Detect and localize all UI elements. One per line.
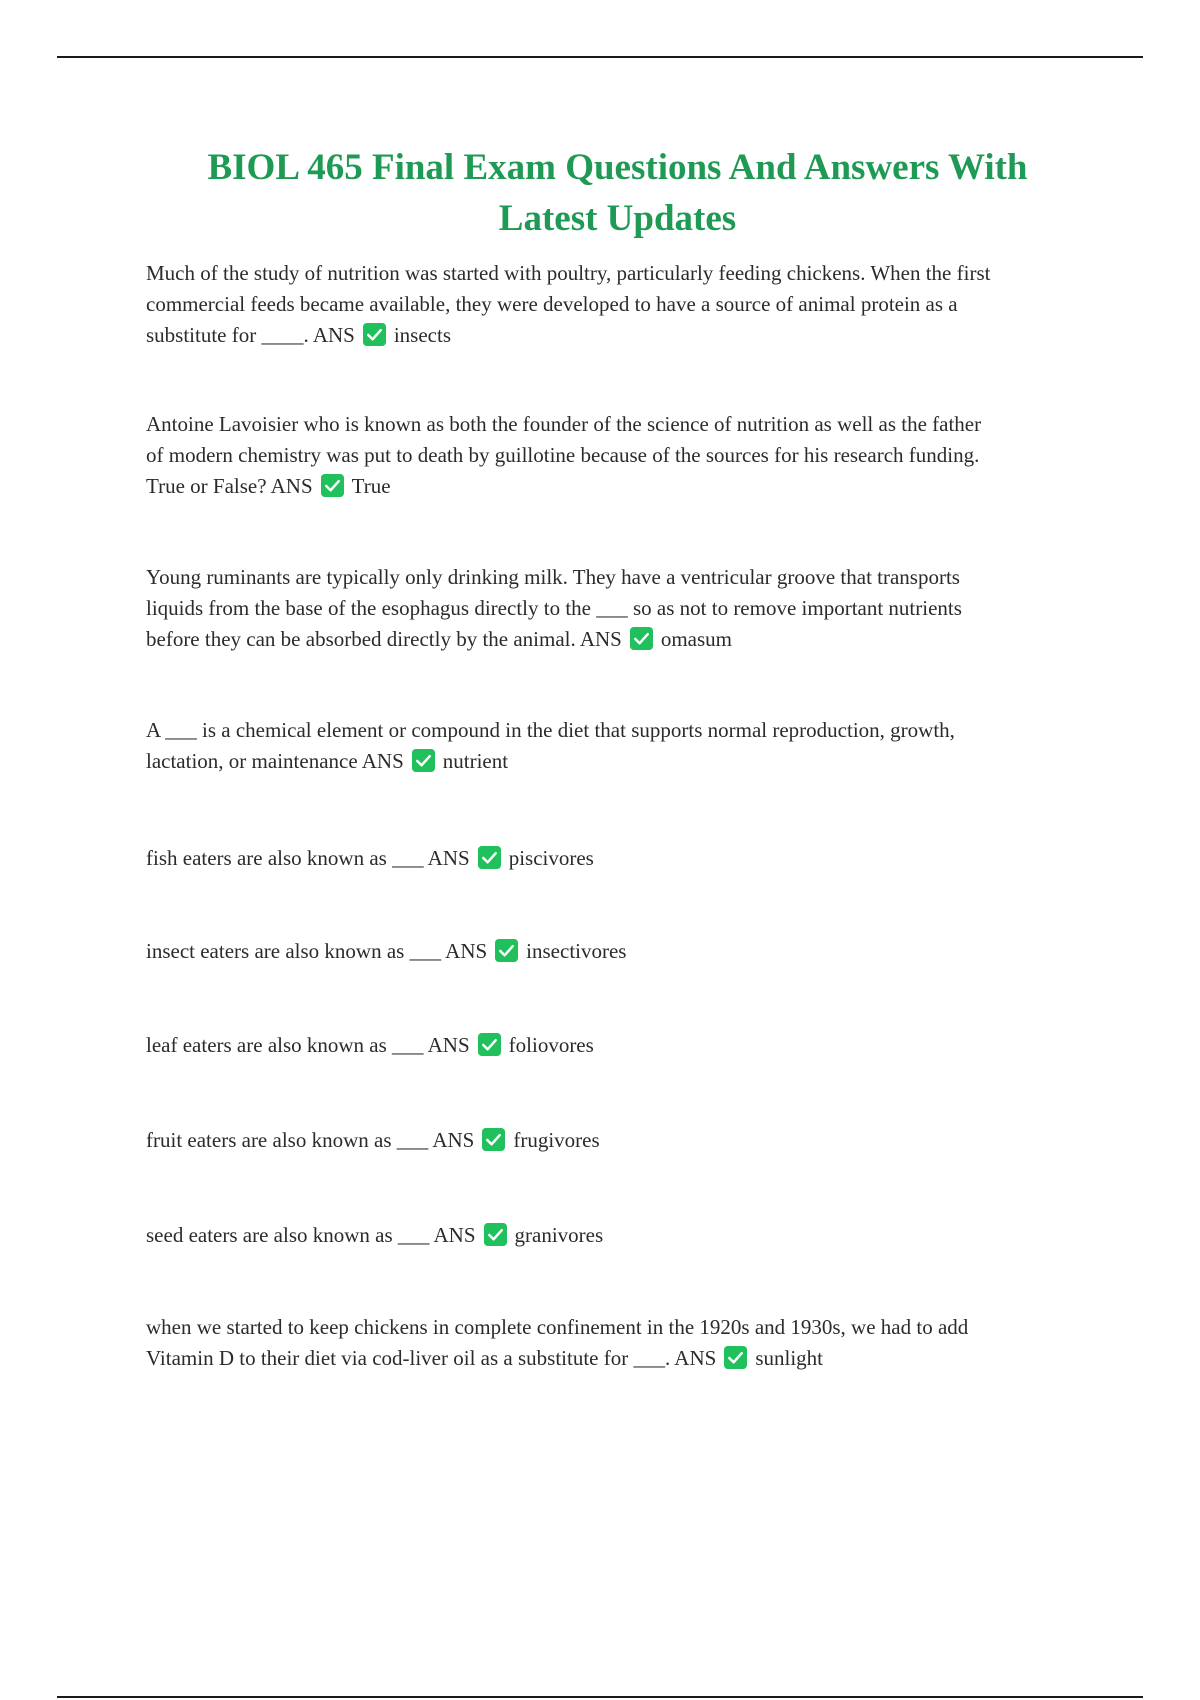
question-line: when we started to keep chickens in complete confinement in the 1920s and 1930s, we had to add [146,1315,969,1339]
answer-text: piscivores [508,846,594,870]
question-line: True or False? ANS [146,474,313,498]
qa-item [146,843,1091,874]
question-line: commercial feeds became available, they were developed to have a source of animal protein as a [146,292,958,316]
qa-item [146,715,1091,777]
question-line: before they can be absorbed directly by the animal. ANS [146,627,622,651]
answer-text: True [351,474,391,498]
question-line: lactation, or maintenance ANS [146,749,404,773]
question-line: liquids from the base of the esophagus directly to the ___ so as not to remove important nutrients [146,596,962,620]
qa-item [146,936,1091,967]
qa-item [146,1125,1091,1156]
check-icon [412,749,435,772]
question-line: Vitamin D to their diet via cod-liver oil as a substitute for ___. ANS [146,1346,717,1370]
check-icon [321,474,344,497]
answer-text: granivores [514,1223,604,1247]
title-line: Latest Updates [498,198,737,239]
question-line: Antoine Lavoisier who is known as both the founder of the science of nutrition as well as the father [146,412,982,436]
check-icon [478,1033,501,1056]
answer-text: omasum [660,627,733,651]
qa-item [146,409,1091,502]
qa-item [146,258,1091,351]
check-icon [630,627,653,650]
check-icon [495,939,518,962]
qa-item [146,1030,1091,1061]
check-icon [482,1128,505,1151]
top-rule [57,56,1143,58]
question-line: fruit eaters are also known as ___ ANS [146,1128,475,1152]
qa-item [146,1312,1091,1374]
question-line: insect eaters are also known as ___ ANS [146,939,488,963]
check-icon [724,1346,747,1369]
qa-item [146,1220,1091,1251]
check-icon [484,1223,507,1246]
check-icon [363,323,386,346]
document-title [130,142,1105,244]
question-line: fish eaters are also known as ___ ANS [146,846,470,870]
question-line: Much of the study of nutrition was started with poultry, particularly feeding chickens. When the first [146,261,991,285]
question-line: leaf eaters are also known as ___ ANS [146,1033,470,1057]
answer-text: frugivores [513,1128,600,1152]
qa-item [146,562,1091,655]
check-icon [478,846,501,869]
question-line: A ___ is a chemical element or compound in the diet that supports normal reproduction, growth, [146,718,955,742]
question-line: of modern chemistry was put to death by guillotine because of the sources for his research funding. [146,443,980,467]
title-line: BIOL 465 Final Exam Questions And Answers With [207,147,1028,188]
answer-text: sunlight [755,1346,823,1370]
bottom-rule [57,1696,1143,1698]
answer-text: insects [393,323,451,347]
answer-text: foliovores [508,1033,594,1057]
question-line: seed eaters are also known as ___ ANS [146,1223,476,1247]
answer-text: insectivores [526,939,627,963]
question-line: Young ruminants are typically only drinking milk. They have a ventricular groove that transports [146,565,960,589]
answer-text: nutrient [442,749,509,773]
question-line: substitute for ____. ANS [146,323,355,347]
